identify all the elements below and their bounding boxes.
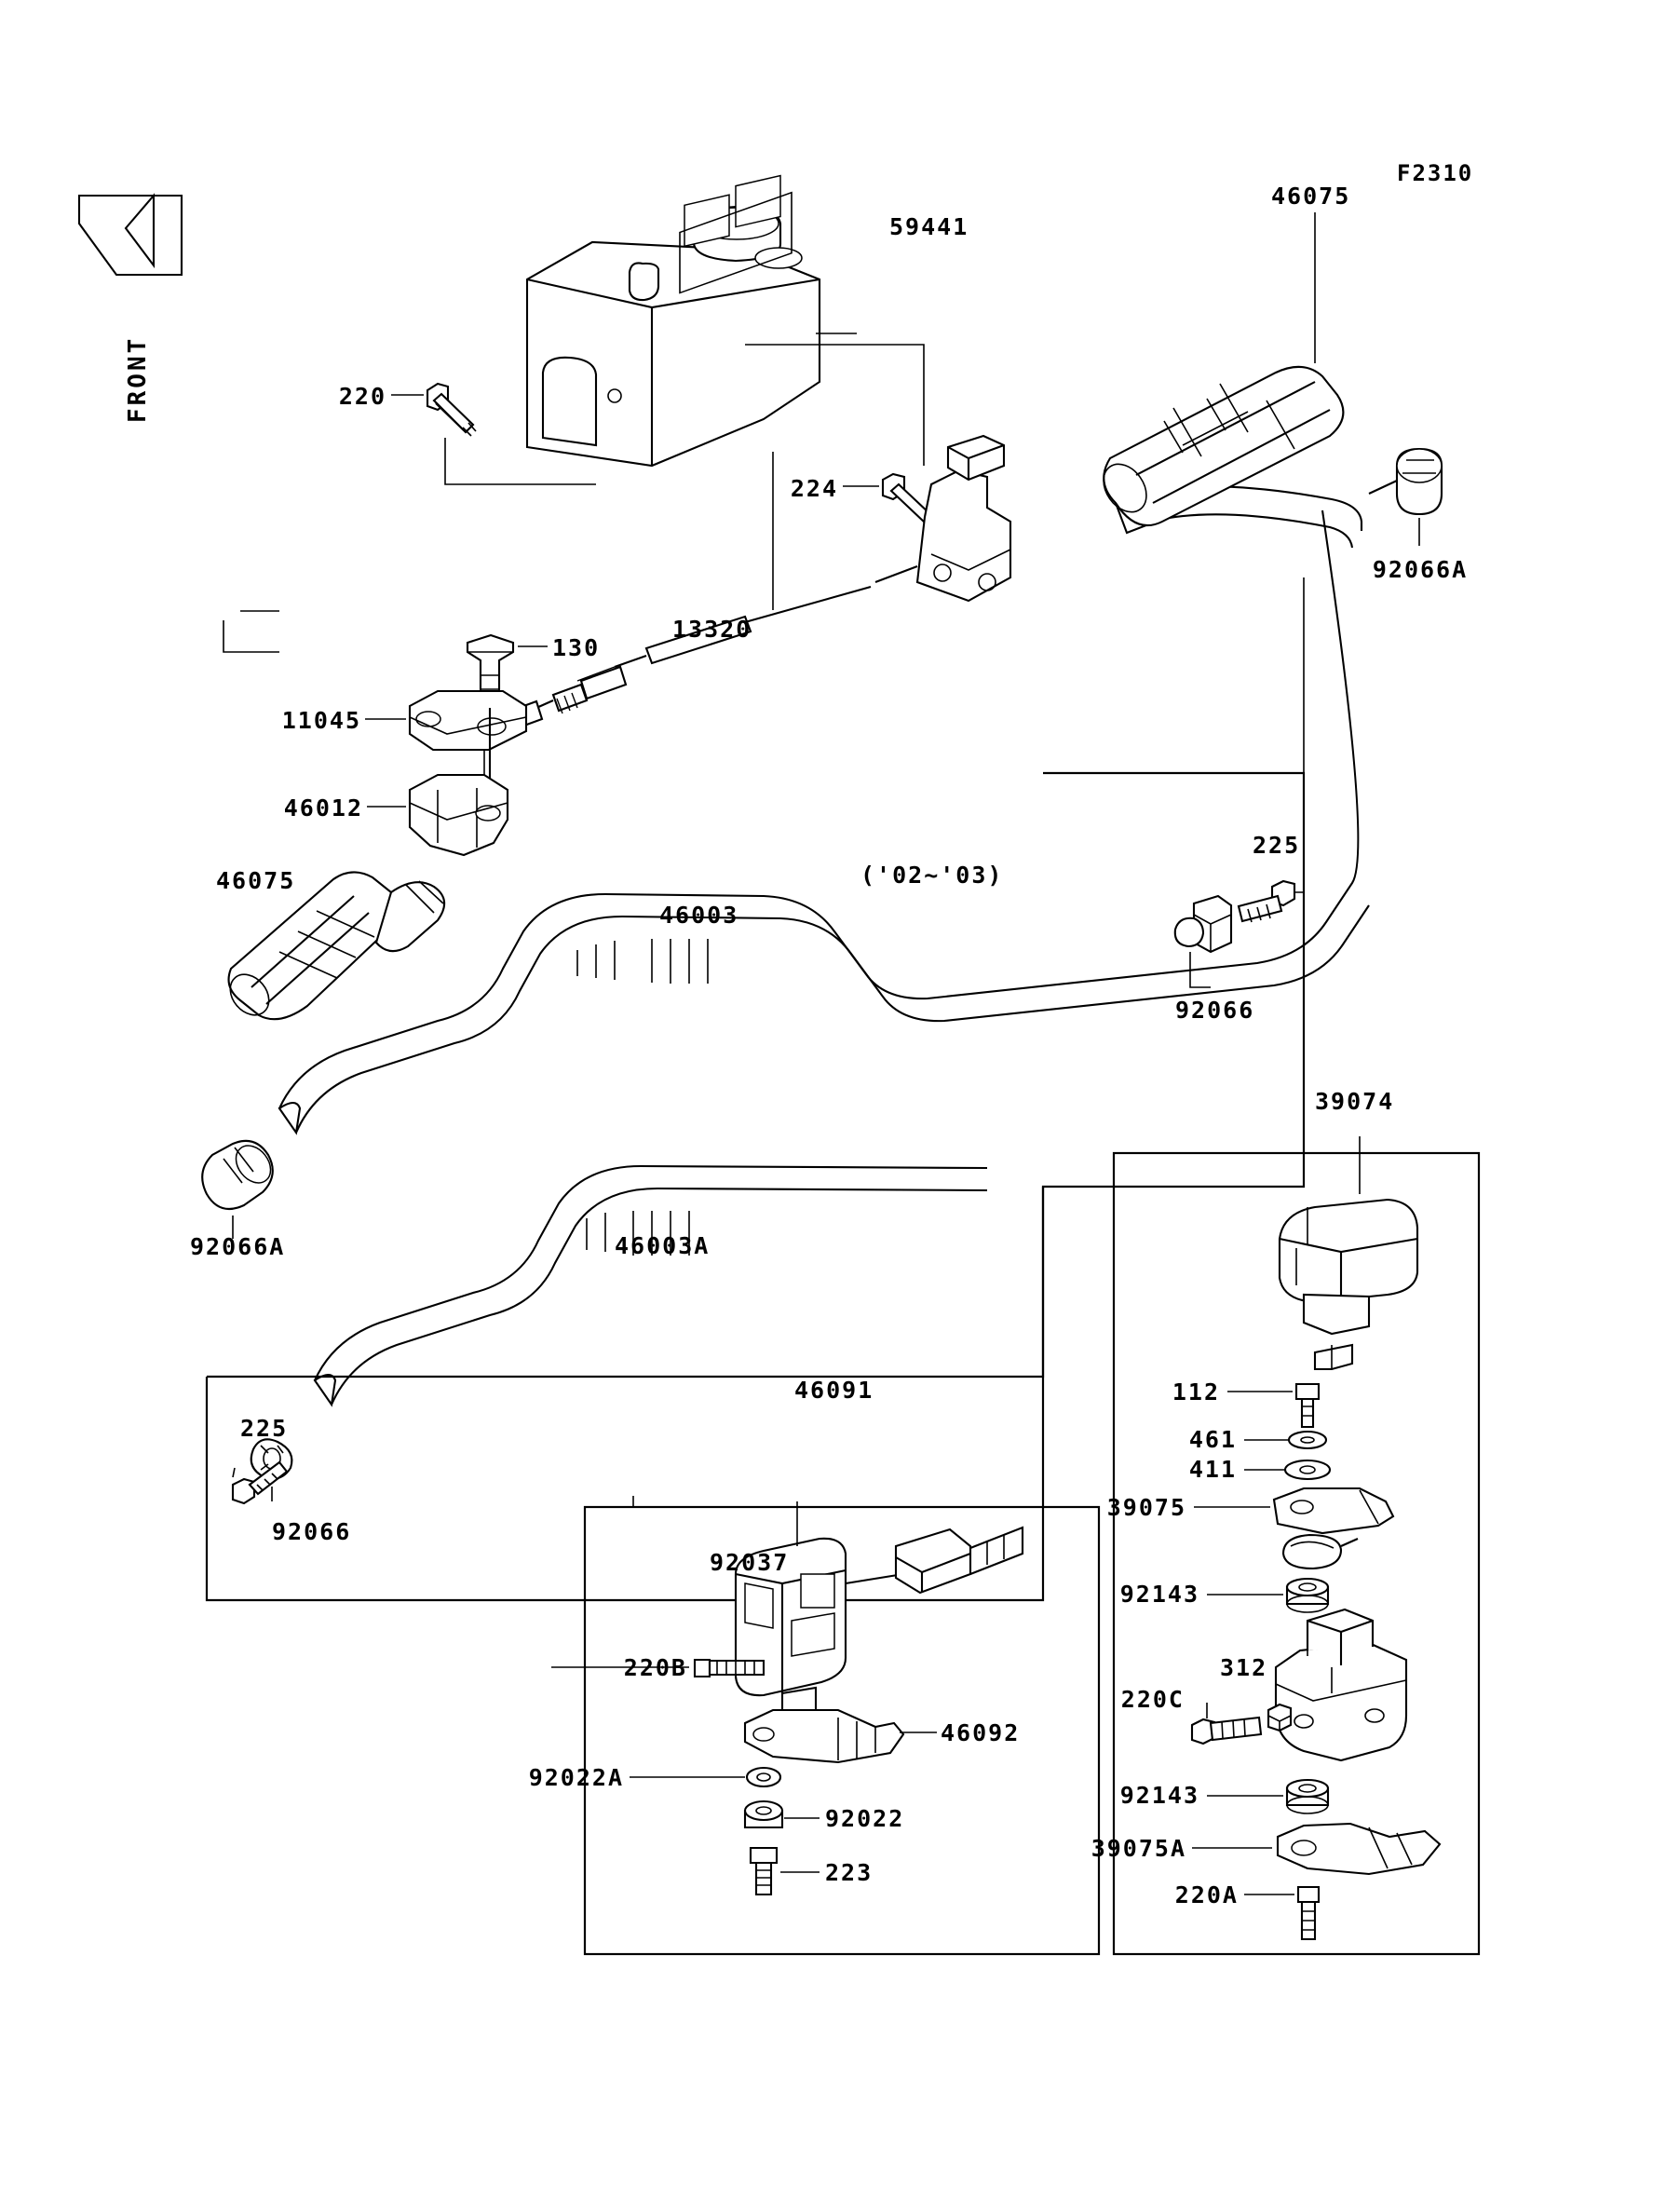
svg-text:FRONT: FRONT [124, 335, 152, 423]
label-92066A-left: 92066A [190, 1233, 286, 1260]
label-130: 130 [552, 634, 601, 661]
part-225-screw-right [1239, 881, 1294, 922]
label-92037: 92037 [710, 1549, 790, 1576]
label-46003A: 46003A [615, 1232, 711, 1259]
part-220C-bolt [1192, 1718, 1261, 1744]
part-59441-cover [527, 176, 820, 466]
label-220A: 220A [1174, 1881, 1239, 1908]
part-92066A-cap-left [202, 1139, 278, 1209]
label-92022: 92022 [825, 1805, 905, 1832]
label-225-right: 225 [1253, 832, 1301, 859]
label-39075A: 39075A [1091, 1835, 1186, 1862]
note-year-range: ('02~'03) [860, 862, 1004, 889]
label-46003: 46003 [659, 902, 739, 929]
part-spring-washer [1283, 1535, 1358, 1569]
label-220C: 220C [1120, 1686, 1185, 1713]
label-92143-upper: 92143 [1119, 1581, 1199, 1608]
part-46012-clamp [410, 775, 508, 855]
part-312-nut [1268, 1704, 1291, 1731]
handlebar-variant-box [207, 773, 1304, 1377]
part-39075A-lever [1278, 1824, 1440, 1874]
label-11045: 11045 [281, 707, 361, 734]
part-39075-plate [1274, 1488, 1393, 1533]
label-225-left: 225 [240, 1415, 289, 1442]
part-92066-right [1175, 896, 1231, 952]
part-223-screw [751, 1848, 777, 1894]
part-220B-bolt [695, 1660, 764, 1677]
part-46075-right-grip [1095, 367, 1344, 525]
part-224-screw [883, 474, 931, 523]
part-220A-bolt [1298, 1887, 1319, 1939]
label-46075-left: 46075 [216, 867, 296, 894]
label-59441: 59441 [889, 213, 969, 240]
label-220B: 220B [623, 1654, 687, 1681]
part-39074-lever-cover [1280, 1200, 1417, 1334]
label-312: 312 [1220, 1654, 1268, 1681]
part-112-bolt [1296, 1384, 1319, 1427]
diagram-code: F2310 [1397, 160, 1474, 186]
front-arrow-icon [79, 196, 182, 423]
label-461: 461 [1188, 1426, 1237, 1453]
part-92022-washer [745, 1801, 782, 1827]
label-92022A: 92022A [528, 1764, 624, 1791]
label-46012: 46012 [283, 794, 363, 822]
part-46075-left-grip [223, 872, 444, 1022]
label-224: 224 [790, 475, 838, 502]
part-46003A-handlebar [315, 1166, 987, 1405]
part-92143-collar-upper [1287, 1579, 1328, 1612]
part-92066A-cap-right [1369, 449, 1442, 514]
part-clip [1315, 1345, 1352, 1369]
part-lever-clamp-body [1276, 1609, 1406, 1760]
label-46075-top: 46075 [1271, 183, 1351, 210]
label-92066-left: 92066 [272, 1518, 352, 1545]
label-39075: 39075 [1106, 1494, 1186, 1521]
part-46092-holder [745, 1710, 903, 1762]
label-92066A-top: 92066A [1372, 556, 1469, 583]
label-220: 220 [338, 383, 386, 410]
part-92022A-washer [747, 1768, 780, 1786]
label-13320: 13320 [672, 616, 752, 643]
label-223: 223 [825, 1859, 874, 1886]
part-bracket-upper [875, 436, 1010, 601]
label-112: 112 [1172, 1378, 1220, 1406]
label-39074: 39074 [1315, 1088, 1395, 1115]
label-411: 411 [1188, 1456, 1237, 1483]
part-411-washer [1285, 1460, 1330, 1479]
part-11045-bracket [410, 691, 526, 750]
label-46091: 46091 [794, 1377, 874, 1404]
part-461-washer [1289, 1432, 1326, 1448]
label-92143-lower: 92143 [1119, 1782, 1199, 1809]
part-92143-collar-lower [1287, 1780, 1328, 1813]
part-220-bolt [427, 384, 476, 436]
label-46092: 46092 [941, 1719, 1021, 1746]
label-92066-right: 92066 [1175, 997, 1255, 1024]
